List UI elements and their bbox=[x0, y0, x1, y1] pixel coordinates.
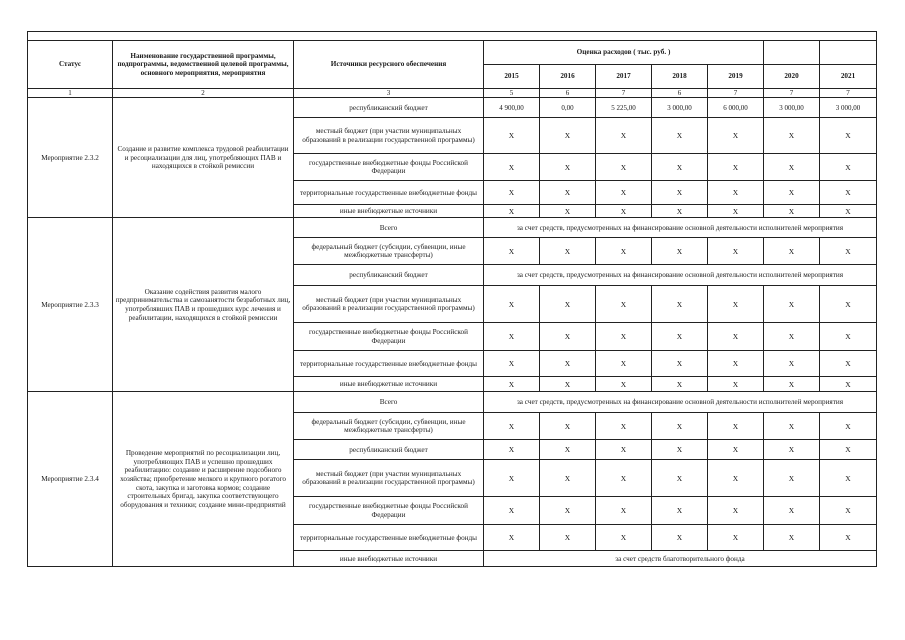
s232-source: государственные внебюджетные фонды Российской Федерации bbox=[294, 154, 484, 181]
x-mark: Х bbox=[764, 413, 820, 440]
year-2020: 2020 bbox=[764, 65, 820, 89]
x-mark: Х bbox=[820, 323, 877, 351]
year-2021: 2021 bbox=[820, 65, 877, 89]
x-mark: Х bbox=[596, 525, 652, 551]
header-row-1 bbox=[28, 41, 877, 65]
x-mark: Х bbox=[596, 286, 652, 323]
x-mark: Х bbox=[652, 154, 708, 181]
x-mark: Х bbox=[652, 286, 708, 323]
s232-row-regional-budget bbox=[28, 98, 877, 118]
col-number: 7 bbox=[708, 89, 764, 98]
x-mark: Х bbox=[764, 238, 820, 265]
s233-source: иные внебюджетные источники bbox=[294, 377, 484, 392]
x-mark: Х bbox=[540, 377, 596, 392]
s232-status: Мероприятие 2.3.2 bbox=[28, 98, 113, 218]
x-mark: Х bbox=[484, 413, 540, 440]
s234-source: иные внебюджетные источники bbox=[294, 551, 484, 567]
x-mark: Х bbox=[652, 323, 708, 351]
x-mark: Х bbox=[596, 323, 652, 351]
s233-total-note: за счет средств, предусмотренных на финансирование основной деятельности исполнителей мероприятия bbox=[484, 218, 877, 238]
x-mark: Х bbox=[540, 238, 596, 265]
estimate-header-blank-2020 bbox=[764, 41, 820, 65]
s232-source: республиканский бюджет bbox=[294, 98, 484, 118]
s233-source: республиканский бюджет bbox=[294, 265, 484, 286]
estimate-label: Оценка расходов bbox=[576, 48, 632, 57]
col-number: 3 bbox=[294, 89, 484, 98]
x-mark: Х bbox=[820, 154, 877, 181]
s232-name: Создание и развитие комплекса трудовой реабилитации и ресоциализации для лиц, употребляющих ПАВ и находящихся в стойкой ремиссии bbox=[113, 98, 294, 218]
x-mark: Х bbox=[708, 154, 764, 181]
s234-source: республиканский бюджет bbox=[294, 440, 484, 460]
s232-value-2015: 4 900,00 bbox=[484, 98, 540, 118]
x-mark: Х bbox=[820, 377, 877, 392]
x-mark: Х bbox=[540, 413, 596, 440]
x-mark: Х bbox=[484, 205, 540, 218]
x-mark: Х bbox=[708, 413, 764, 440]
year-2015: 2015 bbox=[484, 65, 540, 89]
x-mark: Х bbox=[708, 238, 764, 265]
x-mark: Х bbox=[764, 323, 820, 351]
s233-status: Мероприятие 2.3.3 bbox=[28, 218, 113, 392]
s233-source: государственные внебюджетные фонды Российской Федерации bbox=[294, 323, 484, 351]
x-mark: Х bbox=[820, 205, 877, 218]
s232-source: территориальные государственные внебюджетные фонды bbox=[294, 181, 484, 205]
s232-source: местный бюджет (при участии муниципальных образований в реализации государственной программы) bbox=[294, 118, 484, 154]
x-mark: Х bbox=[764, 460, 820, 497]
x-mark: Х bbox=[820, 525, 877, 551]
s233-row-total bbox=[28, 218, 877, 238]
x-mark: Х bbox=[764, 205, 820, 218]
x-mark: Х bbox=[484, 525, 540, 551]
x-mark: Х bbox=[652, 205, 708, 218]
budget-table bbox=[27, 31, 877, 567]
x-mark: Х bbox=[540, 323, 596, 351]
x-mark: Х bbox=[596, 181, 652, 205]
s233-source: федеральный бюджет (субсидии, субвенции, иные межбюджетные трансферты) bbox=[294, 238, 484, 265]
x-mark: Х bbox=[540, 497, 596, 525]
s233-source: территориальные государственные внебюджетные фонды bbox=[294, 351, 484, 377]
x-mark: Х bbox=[596, 238, 652, 265]
x-mark: Х bbox=[540, 286, 596, 323]
x-mark: Х bbox=[820, 181, 877, 205]
s232-value-2016: 0,00 bbox=[540, 98, 596, 118]
x-mark: Х bbox=[708, 377, 764, 392]
col-number: 7 bbox=[820, 89, 877, 98]
x-mark: Х bbox=[708, 440, 764, 460]
x-mark: Х bbox=[764, 118, 820, 154]
x-mark: Х bbox=[484, 377, 540, 392]
x-mark: Х bbox=[596, 413, 652, 440]
status-header: Статус bbox=[28, 41, 113, 89]
col-number: 6 bbox=[540, 89, 596, 98]
s232-value-2020: 3 000,00 bbox=[764, 98, 820, 118]
x-mark: Х bbox=[764, 286, 820, 323]
year-2019: 2019 bbox=[708, 65, 764, 89]
s232-value-2017: 5 225,00 bbox=[596, 98, 652, 118]
year-2017: 2017 bbox=[596, 65, 652, 89]
x-mark: Х bbox=[764, 497, 820, 525]
x-mark: Х bbox=[540, 181, 596, 205]
program-name-header: Наименование государственной программы, подпрограммы, ведомственной целевой программы, основного мероприятия, мероприятия bbox=[113, 41, 294, 89]
x-mark: Х bbox=[764, 377, 820, 392]
x-mark: Х bbox=[764, 351, 820, 377]
top-blank-row bbox=[28, 32, 877, 41]
x-mark: Х bbox=[820, 413, 877, 440]
x-mark: Х bbox=[820, 460, 877, 497]
x-mark: Х bbox=[484, 323, 540, 351]
x-mark: Х bbox=[652, 377, 708, 392]
x-mark: Х bbox=[484, 154, 540, 181]
top-blank-cell bbox=[28, 32, 877, 41]
x-mark: Х bbox=[484, 238, 540, 265]
x-mark: Х bbox=[484, 460, 540, 497]
col-number: 7 bbox=[596, 89, 652, 98]
x-mark: Х bbox=[540, 118, 596, 154]
x-mark: Х bbox=[652, 440, 708, 460]
s234-status: Мероприятие 2.3.4 bbox=[28, 392, 113, 567]
x-mark: Х bbox=[652, 460, 708, 497]
s232-value-2019: 6 000,00 bbox=[708, 98, 764, 118]
x-mark: Х bbox=[484, 181, 540, 205]
x-mark: Х bbox=[708, 323, 764, 351]
s232-value-2021: 3 000,00 bbox=[820, 98, 877, 118]
x-mark: Х bbox=[820, 238, 877, 265]
estimate-unit: ( тыс. руб. ) bbox=[633, 48, 671, 57]
x-mark: Х bbox=[820, 286, 877, 323]
x-mark: Х bbox=[596, 497, 652, 525]
x-mark: Х bbox=[596, 351, 652, 377]
x-mark: Х bbox=[652, 497, 708, 525]
col-number: 6 bbox=[652, 89, 708, 98]
x-mark: Х bbox=[820, 497, 877, 525]
s233-name: Оказание содействия развития малого предпринимательства и самозанятости безработных лиц, употреблявших ПАВ и прошедших курс лечения и реабилитации, находящихся в стойкой ремиссии bbox=[113, 218, 294, 392]
column-number-row bbox=[28, 89, 877, 98]
year-2018: 2018 bbox=[652, 65, 708, 89]
x-mark: Х bbox=[596, 440, 652, 460]
x-mark: Х bbox=[540, 205, 596, 218]
x-mark: Х bbox=[820, 440, 877, 460]
col-number: 1 bbox=[28, 89, 113, 98]
x-mark: Х bbox=[764, 154, 820, 181]
x-mark: Х bbox=[708, 205, 764, 218]
x-mark: Х bbox=[484, 497, 540, 525]
x-mark: Х bbox=[596, 118, 652, 154]
x-mark: Х bbox=[820, 118, 877, 154]
x-mark: Х bbox=[540, 351, 596, 377]
x-mark: Х bbox=[596, 377, 652, 392]
x-mark: Х bbox=[596, 154, 652, 181]
s234-name: Проведение мероприятий по ресоциализации лиц, употребляющих ПАВ и успешно прошедших реабилитацию: создание и расширение подсобного хозяйства; приобретение мелкого и крупного рогатого скота, закупка и заготовка кормов; создание строительных бригад, закупка соответствующего оборудования и техники; создание мини-предприятий bbox=[113, 392, 294, 567]
x-mark: Х bbox=[484, 351, 540, 377]
x-mark: Х bbox=[540, 460, 596, 497]
s234-source: Всего bbox=[294, 392, 484, 413]
x-mark: Х bbox=[484, 440, 540, 460]
year-2016: 2016 bbox=[540, 65, 596, 89]
x-mark: Х bbox=[708, 286, 764, 323]
x-mark: Х bbox=[540, 525, 596, 551]
x-mark: Х bbox=[652, 525, 708, 551]
x-mark: Х bbox=[764, 525, 820, 551]
s234-source: федеральный бюджет (субсидии, субвенции, иные межбюджетные трансферты) bbox=[294, 413, 484, 440]
x-mark: Х bbox=[764, 181, 820, 205]
x-mark: Х bbox=[652, 118, 708, 154]
x-mark: Х bbox=[708, 497, 764, 525]
sources-header: Источники ресурсного обеспечения bbox=[294, 41, 484, 89]
x-mark: Х bbox=[484, 286, 540, 323]
s233-regional-note: за счет средств, предусмотренных на финансирование основной деятельности исполнителей мероприятия bbox=[484, 265, 877, 286]
x-mark: Х bbox=[652, 413, 708, 440]
x-mark: Х bbox=[708, 181, 764, 205]
budget-document bbox=[27, 31, 877, 567]
x-mark: Х bbox=[596, 205, 652, 218]
s234-source: государственные внебюджетные фонды Российской Федерации bbox=[294, 497, 484, 525]
s232-value-2018: 3 000,00 bbox=[652, 98, 708, 118]
col-number: 2 bbox=[113, 89, 294, 98]
x-mark: Х bbox=[540, 440, 596, 460]
s234-source: местный бюджет (при участии муниципальных образований в реализации государственной программы) bbox=[294, 460, 484, 497]
x-mark: Х bbox=[652, 351, 708, 377]
s234-row-total bbox=[28, 392, 877, 413]
estimate-header-blank-2021 bbox=[820, 41, 877, 65]
s234-total-note: за счет средств, предусмотренных на финансирование основной деятельности исполнителей мероприятия bbox=[484, 392, 877, 413]
x-mark: Х bbox=[652, 238, 708, 265]
estimate-header bbox=[484, 41, 764, 65]
x-mark: Х bbox=[484, 118, 540, 154]
s233-source: Всего bbox=[294, 218, 484, 238]
col-number: 5 bbox=[484, 89, 540, 98]
x-mark: Х bbox=[708, 460, 764, 497]
x-mark: Х bbox=[708, 525, 764, 551]
x-mark: Х bbox=[820, 351, 877, 377]
s234-source: территориальные государственные внебюджетные фонды bbox=[294, 525, 484, 551]
x-mark: Х bbox=[652, 181, 708, 205]
col-number: 7 bbox=[764, 89, 820, 98]
x-mark: Х bbox=[764, 440, 820, 460]
x-mark: Х bbox=[596, 460, 652, 497]
x-mark: Х bbox=[708, 351, 764, 377]
s234-other-note: за счет средств благотворительного фонда bbox=[484, 551, 877, 567]
x-mark: Х bbox=[540, 154, 596, 181]
s233-source: местный бюджет (при участии муниципальных образований в реализации государственной программы) bbox=[294, 286, 484, 323]
x-mark: Х bbox=[708, 118, 764, 154]
s232-source: иные внебюджетные источники bbox=[294, 205, 484, 218]
